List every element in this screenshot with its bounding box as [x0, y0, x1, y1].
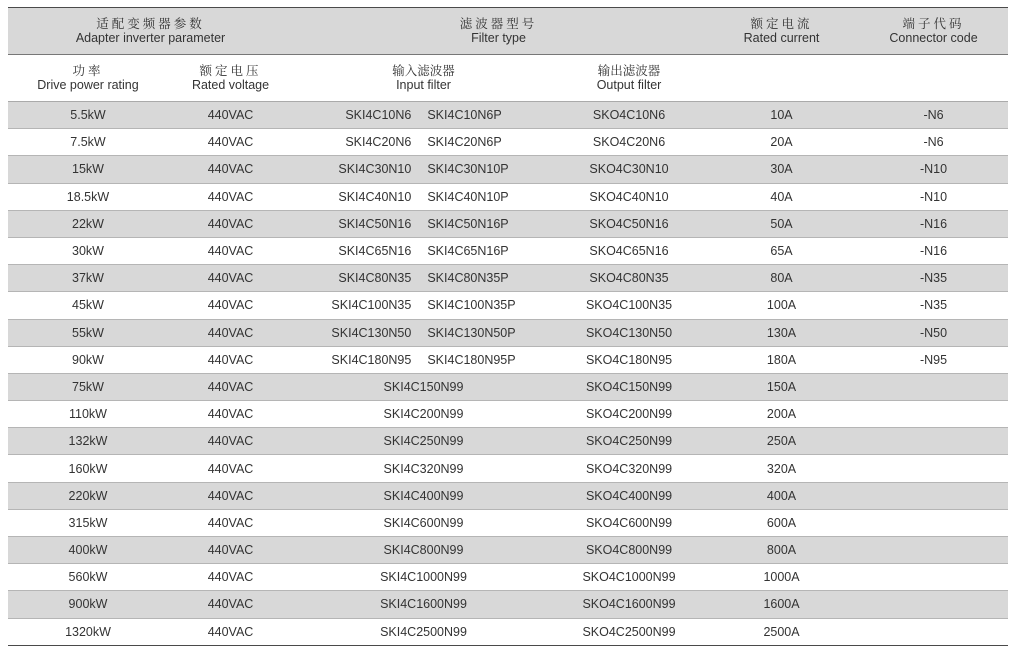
current-cell: 180A	[704, 346, 859, 373]
output-filter-cell: SKO4C40N10	[554, 183, 704, 210]
voltage-cell: 440VAC	[168, 401, 293, 428]
current-cell: 200A	[704, 401, 859, 428]
table-row	[8, 183, 1008, 210]
output-filter-cell: SKO4C150N99	[554, 373, 704, 400]
connector-cell	[859, 591, 1008, 618]
output-filter-cell: SKO4C20N6	[554, 129, 704, 156]
voltage-cell: 440VAC	[168, 537, 293, 564]
input-filter-cell	[293, 401, 554, 428]
header-adapter-en: Adapter inverter parameter	[75, 31, 226, 45]
connector-cell: -N6	[859, 129, 1008, 156]
input-filter-model: SKI4C20N6P	[427, 135, 502, 150]
connector-cell	[859, 373, 1008, 400]
input-filter-model: SKI4C2500N99	[380, 624, 467, 639]
power-cell: 75kW	[8, 373, 168, 400]
voltage-cell: 440VAC	[168, 618, 293, 645]
table-row	[8, 292, 1008, 319]
table-row	[8, 537, 1008, 564]
table-row	[8, 237, 1008, 264]
current-cell: 1000A	[704, 564, 859, 591]
input-filter-model: SKI4C50N16P	[427, 216, 509, 231]
input-filter-cell	[293, 564, 554, 591]
subheader-power-zh: 功率	[72, 64, 104, 78]
voltage-cell: 440VAC	[168, 564, 293, 591]
table-row	[8, 591, 1008, 618]
table-row	[8, 564, 1008, 591]
connector-cell: -N35	[859, 265, 1008, 292]
input-filter-model: SKI4C10N6P	[427, 108, 502, 123]
voltage-cell: 440VAC	[168, 102, 293, 129]
subheader-input-zh: 输入滤波器	[392, 64, 455, 78]
header-current	[704, 8, 859, 55]
input-filter-model: SKI4C1000N99	[380, 570, 467, 585]
input-filter-cell	[293, 618, 554, 645]
input-filter-cell	[293, 210, 554, 237]
header-adapter	[8, 8, 293, 55]
input-filter-model: SKI4C130N50P	[427, 325, 516, 340]
table-row	[8, 102, 1008, 129]
connector-cell: -N16	[859, 237, 1008, 264]
current-cell: 1600A	[704, 591, 859, 618]
input-filter-model: SKI4C1600N99	[380, 597, 467, 612]
input-filter-cell	[293, 373, 554, 400]
input-filter-cell	[293, 237, 554, 264]
input-filter-models	[293, 434, 554, 448]
voltage-cell: 440VAC	[168, 455, 293, 482]
header-filter-zh: 滤波器型号	[459, 17, 538, 31]
power-cell: 30kW	[8, 237, 168, 264]
input-filter-cell	[293, 537, 554, 564]
connector-cell: -N10	[859, 156, 1008, 183]
output-filter-cell: SKO4C100N35	[554, 292, 704, 319]
input-filter-models	[293, 489, 554, 503]
input-filter-cell	[293, 265, 554, 292]
voltage-cell: 440VAC	[168, 292, 293, 319]
input-filter-model: SKI4C400N99	[383, 488, 464, 503]
input-filter-models	[293, 625, 554, 639]
connector-cell	[859, 455, 1008, 482]
voltage-cell: 440VAC	[168, 319, 293, 346]
input-filter-model: SKI4C800N99	[383, 543, 464, 558]
input-filter-models	[293, 407, 554, 421]
input-filter-model: SKI4C100N35P	[427, 298, 516, 313]
header-current-en: Rated current	[743, 31, 820, 45]
power-cell: 37kW	[8, 265, 168, 292]
input-filter-model: SKI4C180N95	[331, 352, 412, 367]
input-filter-model: SKI4C250N99	[383, 434, 464, 449]
table-row	[8, 319, 1008, 346]
input-filter-cell	[293, 102, 554, 129]
current-cell: 65A	[704, 237, 859, 264]
header-connector	[859, 8, 1008, 55]
input-filter-cell	[293, 509, 554, 536]
current-cell: 40A	[704, 183, 859, 210]
input-filter-model: SKI4C180N95P	[427, 352, 516, 367]
input-filter-models	[293, 380, 554, 394]
power-cell: 110kW	[8, 401, 168, 428]
voltage-cell: 440VAC	[168, 265, 293, 292]
power-cell: 900kW	[8, 591, 168, 618]
input-filter-cell	[293, 183, 554, 210]
power-cell: 315kW	[8, 509, 168, 536]
input-filter-model: SKI4C80N35P	[427, 271, 509, 286]
input-filter-cell	[293, 591, 554, 618]
subheader-input	[293, 55, 554, 102]
table-row	[8, 265, 1008, 292]
input-filter-model: SKI4C100N35	[331, 298, 412, 313]
power-cell: 7.5kW	[8, 129, 168, 156]
power-cell: 45kW	[8, 292, 168, 319]
subheader-voltage-en: Rated voltage	[191, 78, 270, 92]
header-connector-zh: 端子代码	[902, 17, 965, 31]
input-filter-model: SKI4C65N16P	[427, 244, 509, 259]
connector-cell: -N50	[859, 319, 1008, 346]
current-cell: 2500A	[704, 618, 859, 645]
voltage-cell: 440VAC	[168, 237, 293, 264]
power-cell: 220kW	[8, 482, 168, 509]
power-cell: 22kW	[8, 210, 168, 237]
input-filter-cell	[293, 346, 554, 373]
voltage-cell: 440VAC	[168, 482, 293, 509]
header-filter-en: Filter type	[471, 31, 526, 45]
subheader-voltage-zh: 额定电压	[199, 64, 262, 78]
input-filter-model: SKI4C150N99	[383, 379, 464, 394]
input-filter-model: SKI4C30N10	[338, 162, 412, 177]
current-cell: 250A	[704, 428, 859, 455]
header-connector-en: Connector code	[889, 31, 978, 45]
input-filter-models	[293, 353, 554, 367]
subheader-blank-connector	[859, 55, 1008, 102]
power-cell: 132kW	[8, 428, 168, 455]
table-body	[8, 102, 1008, 646]
output-filter-cell: SKO4C80N35	[554, 265, 704, 292]
subheader-output-en: Output filter	[596, 78, 662, 92]
input-filter-models	[293, 244, 554, 258]
output-filter-cell: SKO4C30N10	[554, 156, 704, 183]
current-cell: 100A	[704, 292, 859, 319]
table-subheader-row	[8, 55, 1008, 102]
voltage-cell: 440VAC	[168, 591, 293, 618]
input-filter-model: SKI4C600N99	[383, 515, 464, 530]
current-cell: 20A	[704, 129, 859, 156]
subheader-power-en: Drive power rating	[37, 78, 139, 92]
table-row	[8, 401, 1008, 428]
input-filter-model: SKI4C20N6	[345, 135, 412, 150]
input-filter-models	[293, 570, 554, 584]
power-cell: 400kW	[8, 537, 168, 564]
input-filter-models	[293, 597, 554, 611]
input-filter-cell	[293, 156, 554, 183]
table-row	[8, 455, 1008, 482]
voltage-cell: 440VAC	[168, 428, 293, 455]
subheader-input-en: Input filter	[396, 78, 451, 92]
connector-cell	[859, 564, 1008, 591]
header-filter	[293, 8, 704, 55]
input-filter-models	[293, 298, 554, 312]
subheader-voltage	[168, 55, 293, 102]
current-cell: 30A	[704, 156, 859, 183]
output-filter-cell: SKO4C200N99	[554, 401, 704, 428]
output-filter-cell: SKO4C50N16	[554, 210, 704, 237]
output-filter-cell: SKO4C130N50	[554, 319, 704, 346]
connector-cell: -N10	[859, 183, 1008, 210]
input-filter-model: SKI4C40N10P	[427, 189, 509, 204]
current-cell: 600A	[704, 509, 859, 536]
power-cell: 90kW	[8, 346, 168, 373]
voltage-cell: 440VAC	[168, 183, 293, 210]
input-filter-model: SKI4C10N6	[345, 108, 412, 123]
table-row	[8, 509, 1008, 536]
current-cell: 400A	[704, 482, 859, 509]
voltage-cell: 440VAC	[168, 210, 293, 237]
input-filter-models	[293, 326, 554, 340]
voltage-cell: 440VAC	[168, 156, 293, 183]
table-row	[8, 618, 1008, 645]
table-row	[8, 428, 1008, 455]
input-filter-models	[293, 108, 554, 122]
connector-cell: -N6	[859, 102, 1008, 129]
output-filter-cell: SKO4C800N99	[554, 537, 704, 564]
input-filter-cell	[293, 129, 554, 156]
input-filter-model: SKI4C130N50	[331, 325, 412, 340]
power-cell: 1320kW	[8, 618, 168, 645]
input-filter-model: SKI4C80N35	[338, 271, 412, 286]
voltage-cell: 440VAC	[168, 346, 293, 373]
connector-cell	[859, 618, 1008, 645]
current-cell: 800A	[704, 537, 859, 564]
connector-cell: -N16	[859, 210, 1008, 237]
connector-cell: -N35	[859, 292, 1008, 319]
output-filter-cell: SKO4C1600N99	[554, 591, 704, 618]
power-cell: 560kW	[8, 564, 168, 591]
output-filter-cell: SKO4C2500N99	[554, 618, 704, 645]
voltage-cell: 440VAC	[168, 509, 293, 536]
output-filter-cell: SKO4C65N16	[554, 237, 704, 264]
current-cell: 50A	[704, 210, 859, 237]
table-row	[8, 482, 1008, 509]
header-current-zh: 额定电流	[750, 17, 813, 31]
header-adapter-zh: 适配变频器参数	[96, 17, 205, 31]
power-cell: 15kW	[8, 156, 168, 183]
voltage-cell: 440VAC	[168, 129, 293, 156]
connector-cell	[859, 482, 1008, 509]
current-cell: 80A	[704, 265, 859, 292]
input-filter-model: SKI4C320N99	[383, 461, 464, 476]
current-cell: 150A	[704, 373, 859, 400]
table-row	[8, 346, 1008, 373]
input-filter-cell	[293, 455, 554, 482]
filter-table	[8, 7, 1008, 646]
connector-cell	[859, 537, 1008, 564]
input-filter-models	[293, 190, 554, 204]
output-filter-cell: SKO4C400N99	[554, 482, 704, 509]
input-filter-models	[293, 462, 554, 476]
output-filter-cell: SKO4C1000N99	[554, 564, 704, 591]
power-cell: 55kW	[8, 319, 168, 346]
subheader-output-zh: 输出滤波器	[597, 64, 661, 78]
power-cell: 160kW	[8, 455, 168, 482]
power-cell: 5.5kW	[8, 102, 168, 129]
connector-cell: -N95	[859, 346, 1008, 373]
input-filter-cell	[293, 428, 554, 455]
output-filter-cell: SKO4C320N99	[554, 455, 704, 482]
power-cell: 18.5kW	[8, 183, 168, 210]
output-filter-cell: SKO4C10N6	[554, 102, 704, 129]
input-filter-model: SKI4C200N99	[383, 407, 464, 422]
output-filter-cell: SKO4C600N99	[554, 509, 704, 536]
output-filter-cell: SKO4C250N99	[554, 428, 704, 455]
input-filter-cell	[293, 482, 554, 509]
subheader-power	[8, 55, 168, 102]
connector-cell	[859, 401, 1008, 428]
table-row	[8, 156, 1008, 183]
input-filter-models	[293, 543, 554, 557]
table-row	[8, 210, 1008, 237]
voltage-cell: 440VAC	[168, 373, 293, 400]
input-filter-models	[293, 516, 554, 530]
input-filter-model: SKI4C40N10	[338, 189, 412, 204]
table-row	[8, 129, 1008, 156]
input-filter-cell	[293, 292, 554, 319]
table-header-row	[8, 8, 1008, 55]
current-cell: 320A	[704, 455, 859, 482]
connector-cell	[859, 428, 1008, 455]
table-row	[8, 373, 1008, 400]
output-filter-cell: SKO4C180N95	[554, 346, 704, 373]
input-filter-model: SKI4C30N10P	[427, 162, 509, 177]
current-cell: 10A	[704, 102, 859, 129]
input-filter-model: SKI4C50N16	[338, 216, 412, 231]
input-filter-models	[293, 135, 554, 149]
input-filter-cell	[293, 319, 554, 346]
input-filter-models	[293, 217, 554, 231]
input-filter-models	[293, 271, 554, 285]
input-filter-model: SKI4C65N16	[338, 244, 412, 259]
subheader-blank-current	[704, 55, 859, 102]
subheader-output	[554, 55, 704, 102]
input-filter-models	[293, 162, 554, 176]
current-cell: 130A	[704, 319, 859, 346]
connector-cell	[859, 509, 1008, 536]
